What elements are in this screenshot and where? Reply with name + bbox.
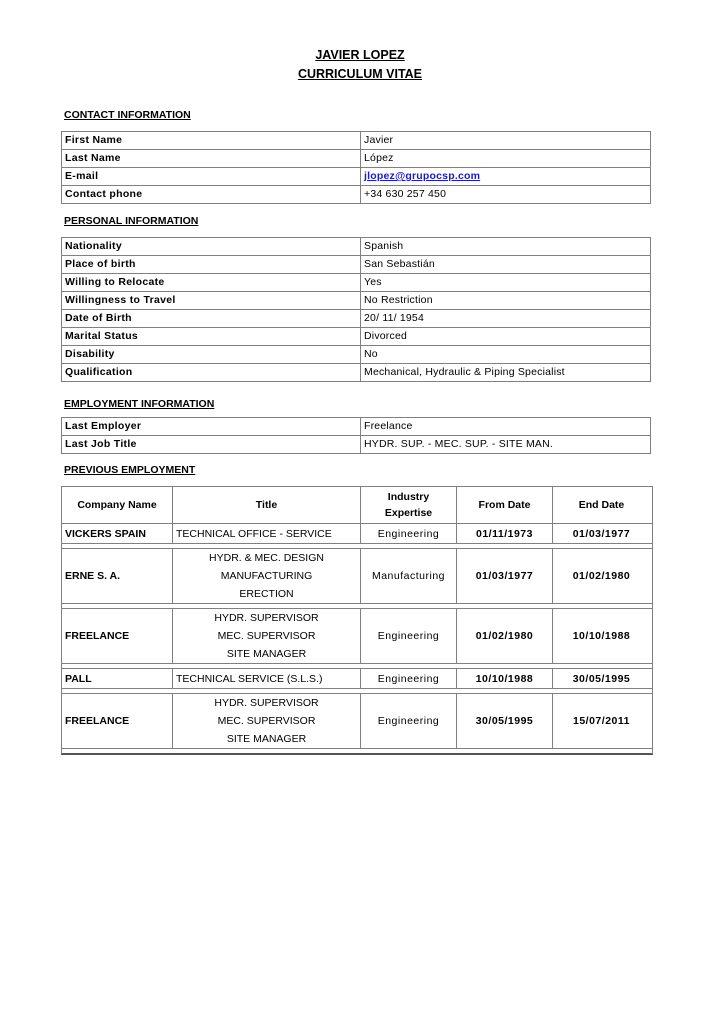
phone-label: Contact phone [62, 186, 361, 204]
previous-heading: PREVIOUS EMPLOYMENT [64, 464, 196, 476]
table-row [62, 274, 651, 292]
marital-label: Marital Status [62, 328, 361, 346]
table-row [62, 132, 651, 150]
job-title-line: MEC. SUPERVISOR [217, 715, 316, 727]
col-from-date: From Date [457, 487, 553, 523]
job-title-line: ERECTION [239, 588, 294, 600]
job-end-date: 15/07/2011 [573, 715, 630, 727]
table-row [62, 346, 651, 364]
last-name-label: Last Name [62, 150, 361, 168]
job-end-date: 01/03/1977 [572, 527, 631, 540]
col-end-date: End Date [578, 499, 625, 511]
email-label: E-mail [62, 168, 361, 186]
table-row [62, 186, 651, 204]
last-job-title-value: HYDR. SUP. - MEC. SUP. - SITE MAN. [361, 436, 651, 454]
job-industry: Engineering [361, 524, 457, 543]
job-end-date: 01/02/1980 [572, 570, 631, 582]
job-title: TECHNICAL OFFICE - SERVICE [173, 524, 361, 543]
phone-value: +34 630 257 450 [361, 186, 651, 204]
nationality-value: Spanish [361, 238, 651, 256]
job-title-line: HYDR. SUPERVISOR [214, 612, 319, 624]
contact-table [61, 131, 651, 204]
contact-heading: CONTACT INFORMATION [64, 109, 191, 121]
qualification-label: Qualification [62, 364, 361, 382]
col-industry [361, 487, 457, 523]
job-industry: Engineering [361, 669, 457, 688]
first-name-label: First Name [62, 132, 361, 150]
travel-label: Willingness to Travel [62, 292, 361, 310]
job-title-line: SITE MANAGER [226, 733, 307, 745]
last-employer-value: Freelance [361, 418, 651, 436]
table-row [62, 150, 651, 168]
table-row [62, 418, 651, 436]
job-title [173, 694, 361, 748]
job-title-line: SITE MANAGER [226, 648, 307, 660]
table-row [62, 256, 651, 274]
job-title [173, 549, 361, 603]
table-header-row [62, 487, 652, 524]
qualification-value: Mechanical, Hydraulic & Piping Specialist [361, 364, 651, 382]
table-row [62, 436, 651, 454]
last-employer-label: Last Employer [62, 418, 361, 436]
relocate-label: Willing to Relocate [62, 274, 361, 292]
table-row [62, 609, 652, 664]
birthplace-value: San Sebastián [361, 256, 651, 274]
job-from-date: 10/10/1988 [457, 669, 553, 688]
personal-heading: PERSONAL INFORMATION [64, 215, 199, 227]
job-company: FREELANCE [62, 609, 173, 663]
travel-value: No Restriction [361, 292, 651, 310]
cv-subtitle: CURRICULUM VITAE [297, 67, 423, 81]
last-name-value: López [361, 150, 651, 168]
job-company: VICKERS SPAIN [62, 524, 173, 543]
job-industry: Engineering [361, 694, 457, 748]
first-name-value: Javier [361, 132, 651, 150]
previous-employment-table [61, 486, 653, 755]
employment-table [61, 417, 651, 454]
job-title-line: HYDR. & MEC. DESIGN [209, 552, 324, 564]
table-row [62, 669, 652, 689]
job-industry: Manufacturing [361, 549, 457, 603]
job-from-date: 01/02/1980 [457, 609, 553, 663]
job-company: ERNE S. A. [62, 549, 173, 603]
col-industry-line1: Industry [387, 491, 430, 503]
table-row [62, 238, 651, 256]
employment-heading: EMPLOYMENT INFORMATION [64, 398, 215, 410]
job-from-date: 01/03/1977 [457, 549, 553, 603]
dob-value: 20/ 11/ 1954 [361, 310, 651, 328]
marital-value: Divorced [361, 328, 651, 346]
job-title-line: HYDR. SUPERVISOR [214, 697, 319, 709]
col-title: Title [173, 487, 361, 523]
cv-name: JAVIER LOPEZ [315, 48, 405, 62]
table-row [62, 168, 651, 186]
table-row [62, 310, 651, 328]
email-cell [361, 168, 651, 186]
col-company: Company Name [62, 487, 173, 523]
col-industry-line2: Expertise [384, 507, 433, 519]
job-from-date: 01/11/1973 [457, 524, 553, 543]
birthplace-label: Place of birth [62, 256, 361, 274]
last-job-title-label: Last Job Title [62, 436, 361, 454]
disability-label: Disability [62, 346, 361, 364]
table-row [62, 524, 652, 544]
job-end-date: 30/05/1995 [572, 672, 631, 685]
job-title [173, 609, 361, 663]
job-title: TECHNICAL SERVICE (S.L.S.) [173, 669, 361, 688]
row-separator [62, 749, 652, 753]
relocate-value: Yes [361, 274, 651, 292]
email-link[interactable]: jlopez@grupocsp.com [364, 170, 481, 182]
disability-value: No [361, 346, 651, 364]
job-from-date: 30/05/1995 [457, 694, 553, 748]
table-row [62, 694, 652, 749]
dob-label: Date of Birth [62, 310, 361, 328]
job-title-line: MANUFACTURING [220, 570, 313, 582]
job-end-date: 10/10/1988 [572, 630, 631, 642]
job-company: PALL [62, 669, 173, 688]
table-row [62, 364, 651, 382]
job-title-line: MEC. SUPERVISOR [217, 630, 316, 642]
job-industry: Engineering [361, 609, 457, 663]
nationality-label: Nationality [62, 238, 361, 256]
table-row [62, 292, 651, 310]
job-company: FREELANCE [62, 694, 173, 748]
table-row [62, 549, 652, 604]
table-row [62, 328, 651, 346]
personal-table [61, 237, 651, 382]
